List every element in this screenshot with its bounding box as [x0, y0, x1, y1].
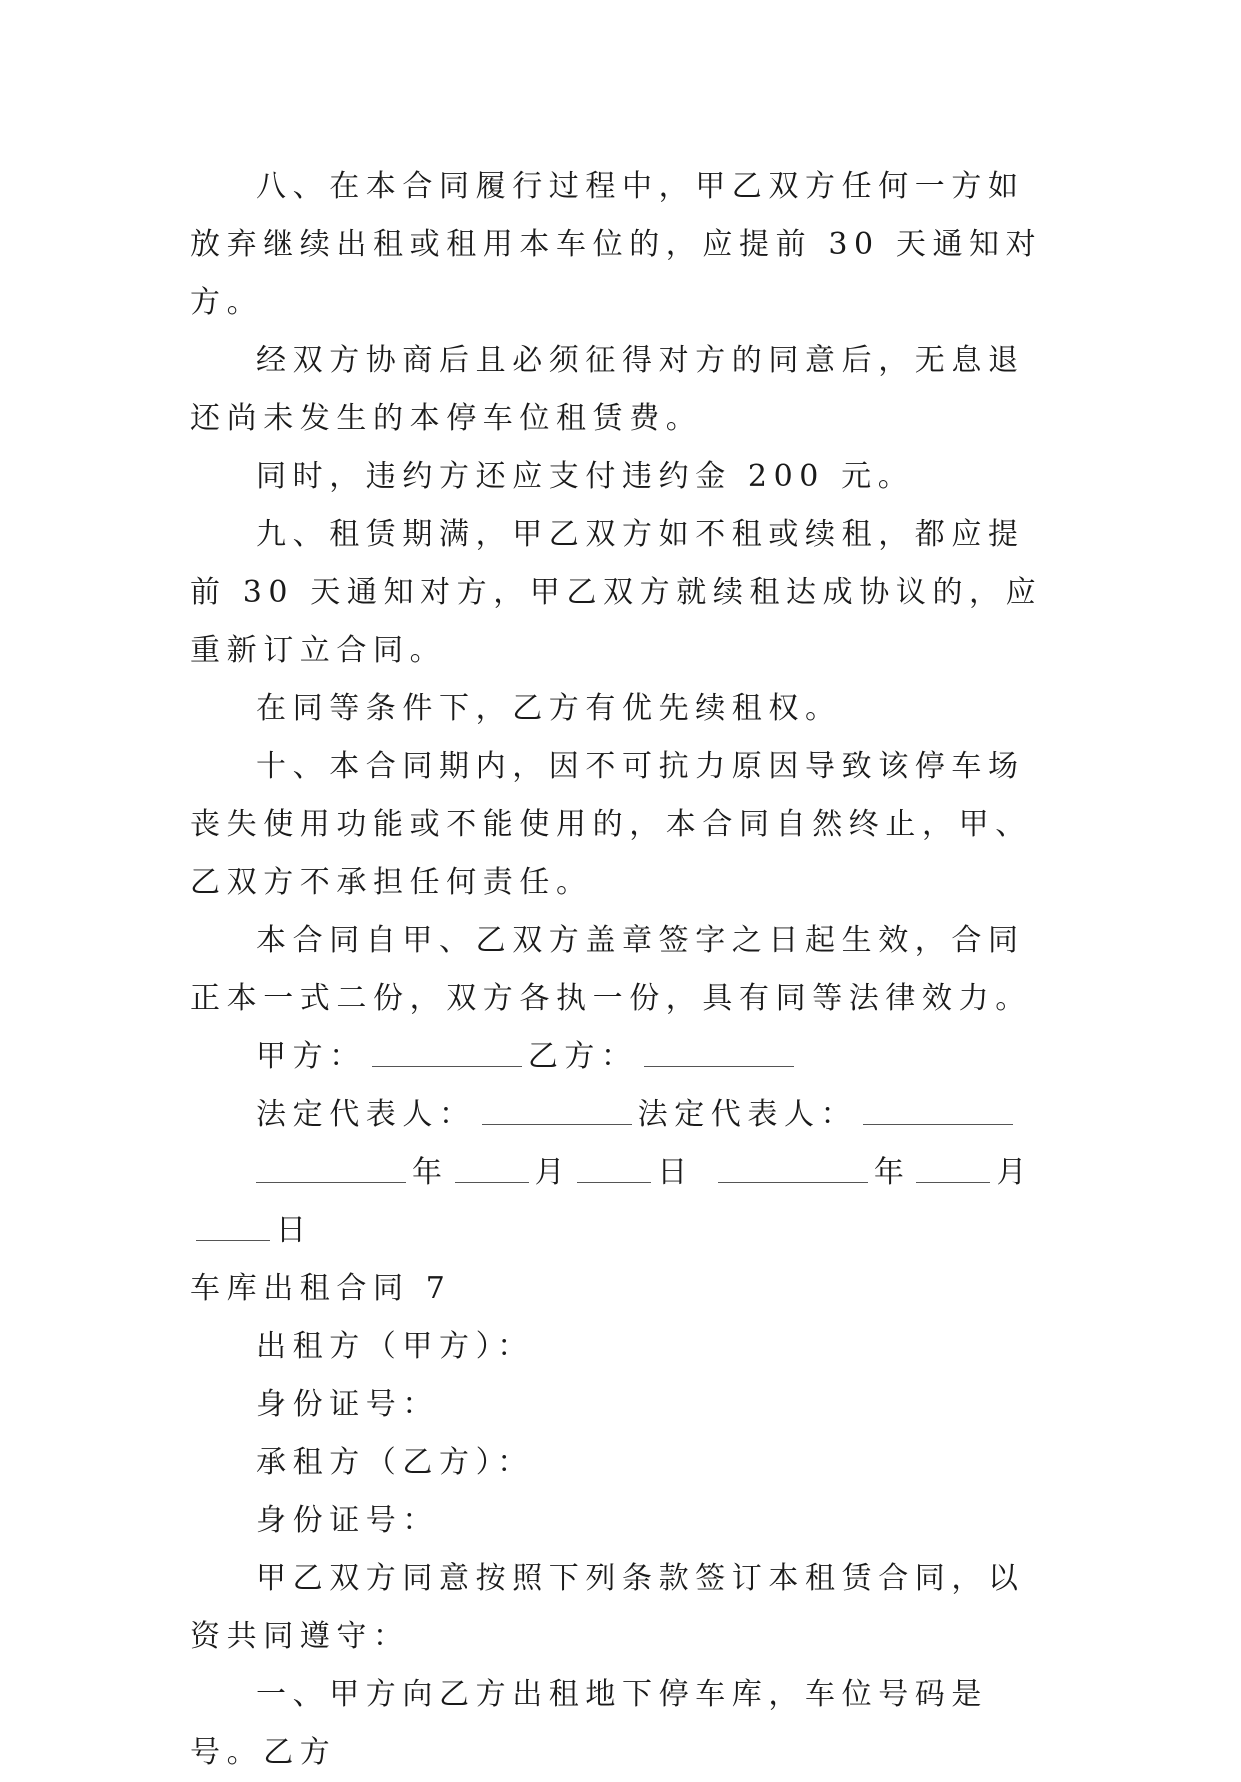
date-a-month-blank — [455, 1144, 529, 1183]
document-body — [190, 158, 1050, 1782]
priority-paragraph: 在同等条件下，乙方有优先续租权。 — [256, 691, 842, 726]
date-b-month-blank — [916, 1144, 990, 1183]
effect-paragraph: 本合同自甲、乙双方盖章签字之日起生效，合同正本一式二份，双方各执一份，具有同等法律效力。 — [190, 923, 1032, 1016]
party-b-label: 乙方： — [527, 1039, 638, 1074]
representative-signature-line — [190, 1086, 1050, 1144]
party-b-blank — [644, 1028, 794, 1067]
party-a-label: 甲方： — [256, 1039, 366, 1074]
date-b-day: 日 — [276, 1213, 313, 1248]
date-a-day-blank — [577, 1144, 651, 1183]
date-a-year-blank — [256, 1144, 406, 1183]
rep-b-blank — [863, 1086, 1013, 1125]
date-a-day: 日 — [657, 1155, 694, 1190]
agreement-paragraph: 甲乙双方同意按照下列条款签订本租赁合同，以资共同遵守： — [190, 1561, 1025, 1654]
date-b-year: 年 — [873, 1155, 911, 1190]
clause-9: 九、租赁期满，甲乙双方如不租或续租，都应提前 30 天通知对方，甲乙双方就续租达成协议的，应重新订立合同。 — [190, 517, 1043, 668]
lessor-id-field: 身份证号： — [256, 1387, 439, 1422]
section-title: 车库出租合同 7 — [190, 1271, 452, 1306]
penalty-paragraph: 同时，违约方还应支付违约金 200 元。 — [256, 459, 915, 494]
clause-10: 十、本合同期内，因不可抗力原因导致该停车场丧失使用功能或不能使用的，本合同自然终止，甲、乙双方不承担任何责任。 — [190, 749, 1032, 900]
party-signature-line — [190, 1028, 1050, 1086]
clause-8: 八、在本合同履行过程中，甲乙双方任何一方如放弃继续出租或租用本车位的，应提前 30 天通知对方。 — [190, 169, 1043, 320]
rep-a-blank — [482, 1086, 632, 1125]
clause-1: 一、甲方向乙方出租地下停车库，车位号码是号。乙方 — [190, 1677, 988, 1770]
lessee-id-field: 身份证号： — [256, 1503, 439, 1538]
lessee-field: 承租方（乙方）： — [256, 1445, 534, 1480]
rep-b-label: 法定代表人： — [637, 1097, 858, 1132]
date-a-month: 月 — [534, 1155, 572, 1190]
date-line — [190, 1144, 1050, 1260]
date-b-month: 月 — [996, 1155, 1034, 1190]
rep-a-label: 法定代表人： — [256, 1097, 476, 1132]
lessor-field: 出租方（甲方）： — [256, 1329, 534, 1364]
date-a-year: 年 — [412, 1155, 449, 1190]
date-b-year-blank — [718, 1144, 868, 1183]
refund-paragraph: 经双方协商后且必须征得对方的同意后，无息退还尚未发生的本停车位租赁费。 — [190, 343, 1025, 436]
party-a-blank — [372, 1028, 522, 1067]
date-b-day-blank — [196, 1202, 270, 1241]
